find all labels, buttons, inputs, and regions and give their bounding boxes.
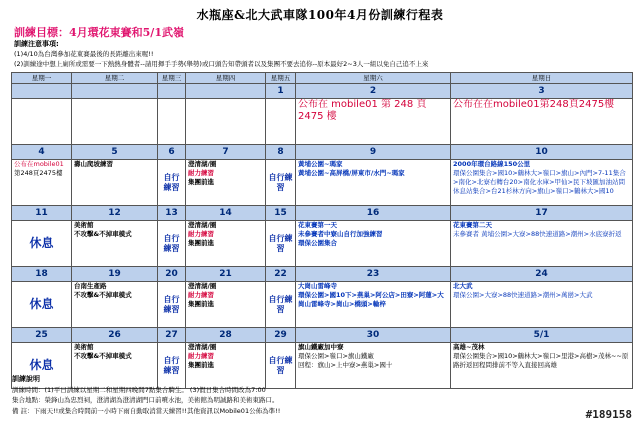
date-row [12, 84, 633, 99]
schedule-cell [451, 99, 633, 145]
schedule-line: 高雄~茂林 [453, 343, 485, 351]
date-number: 1 [266, 84, 296, 99]
schedule-cell [158, 99, 186, 145]
date-number: 18 [12, 267, 72, 282]
weekday-header: 星期四 [186, 73, 266, 84]
date-number: 2 [296, 84, 451, 99]
date-number: 5 [72, 145, 158, 160]
schedule-line: 回程：旗山>上中寮>燕巢>國十 [298, 361, 393, 369]
schedule-cell [296, 221, 451, 267]
self-training: 自行練習 [266, 282, 296, 328]
date-number: 16 [296, 206, 451, 221]
date-number: 13 [158, 206, 186, 221]
schedule-line: 公布在在mobile01第248頁2475樓 [453, 99, 615, 110]
self-training: 自行練習 [266, 343, 296, 389]
weekday-header: 星期二 [72, 73, 158, 84]
schedule-cell [72, 282, 158, 328]
schedule-line: 集團前進 [188, 239, 214, 247]
schedule-cell [296, 160, 451, 206]
schedule-line: 未參賽者中寮山自行加強練習 [298, 230, 383, 238]
date-number: 5/1 [451, 328, 633, 343]
page-title: 水瓶座&北大武車隊100年4月份訓練行程表 [196, 8, 444, 22]
schedule-line: 澄清湖/圈 [188, 221, 217, 229]
schedule-line: 未參賽者 黃埔公園>大寮>88快速道路>潮州>水底寮折返 [453, 230, 622, 238]
schedule-line: 台南生產路 [74, 282, 107, 290]
schedule-row [12, 99, 633, 145]
date-number: 23 [296, 267, 451, 282]
schedule-line: 耐力練習 [188, 291, 214, 299]
date-number [158, 84, 186, 99]
date-number: 4 [12, 145, 72, 160]
schedule-line: 花東賽第二天 [453, 221, 492, 229]
date-number: 21 [186, 267, 266, 282]
weekday-header: 星期五 [266, 73, 296, 84]
date-number: 8 [266, 145, 296, 160]
rest-day: 休息 [12, 221, 72, 267]
schedule-line: 美術館 [74, 343, 94, 351]
weekday-header: 星期六 [296, 73, 451, 84]
self-training: 自行練習 [266, 160, 296, 206]
date-number: 12 [72, 206, 158, 221]
schedule-cell [266, 99, 296, 145]
schedule-cell [186, 99, 266, 145]
date-number: 25 [12, 328, 72, 343]
schedule-line: 大崗山雷峰寺 [298, 282, 337, 290]
date-number: 19 [72, 267, 158, 282]
schedule-line: 澄清湖/圈 [188, 282, 217, 290]
schedule-line: 耐力練習 [188, 352, 214, 360]
schedule-line: 黃埔公園~瑪家 [298, 160, 343, 168]
date-number [186, 84, 266, 99]
schedule-cell [72, 221, 158, 267]
schedule-cell [72, 160, 158, 206]
date-number: 27 [158, 328, 186, 343]
schedule-line: 不攻擊&不掉車模式 [74, 352, 132, 360]
rest-day: 休息 [12, 343, 72, 389]
date-number: 22 [266, 267, 296, 282]
schedule-line: 澄清湖/圈 [188, 160, 217, 168]
date-number: 7 [186, 145, 266, 160]
footer-line: 訓練時間：(1)平日訓練以星期二和星期四晚間7點集合騎生。 (3)假日集合時間改為7:00 [12, 385, 266, 394]
self-training: 自行練習 [158, 343, 186, 389]
schedule-line: 環保公園集合>國10>鶴林大>嶺口>里港>高樹>茂林~~原路折返回程問排前不等入直接回高雄 [453, 352, 629, 369]
weekday-header: 星期日 [451, 73, 633, 84]
schedule-line: 壽山爬坡練習 [74, 160, 113, 168]
schedule-line: 旗山鐵廠加中寮 [298, 343, 344, 351]
schedule-cell [451, 221, 633, 267]
schedule-line: 環保公園集合 [298, 239, 337, 247]
self-training: 自行練習 [158, 221, 186, 267]
schedule-cell [451, 160, 633, 206]
self-training: 自行練習 [266, 221, 296, 267]
schedule-row [12, 221, 633, 267]
date-number: 20 [158, 267, 186, 282]
training-footer [12, 374, 572, 416]
schedule-cell [72, 99, 158, 145]
weekday-header: 星期一 [12, 73, 72, 84]
date-number: 3 [451, 84, 633, 99]
schedule-line: 北大武 [453, 282, 473, 290]
schedule-cell [296, 99, 451, 145]
weekday-header-row [12, 73, 633, 84]
footer-line: 集合地點：榮鋒山為忠烈祠，澄清湖為澄清湖門口前噴水池，美術館為明誠路和美術東路口。 [12, 396, 279, 404]
schedule-cell [12, 99, 72, 145]
rest-day: 休息 [12, 282, 72, 328]
schedule-line: 環保公園>大寮>88快速道路>潮州>萬巒>大武 [453, 291, 593, 299]
schedule-line: 花東賽第一天 [298, 221, 337, 229]
schedule-line: 耐力練習 [188, 169, 214, 177]
date-number: 26 [72, 328, 158, 343]
schedule-table [11, 72, 633, 389]
schedule-line: 美術館 [74, 221, 94, 229]
schedule-line: 耐力練習 [188, 230, 214, 238]
notes-line: (1)4/10為台灣參加花東賽最後的長距離出來喔!! [14, 50, 154, 58]
date-number [12, 84, 72, 99]
schedule-row [12, 160, 633, 206]
date-row [12, 328, 633, 343]
date-number: 30 [296, 328, 451, 343]
schedule-cell [186, 282, 266, 328]
date-number: 14 [186, 206, 266, 221]
schedule-line: 集團前進 [188, 361, 214, 369]
schedule-line: 2000年環台路線150公里 [453, 160, 531, 168]
date-number [72, 84, 158, 99]
schedule-line: 第248頁2475樓 [14, 169, 63, 177]
schedule-line: 不攻擊&不掉車模式 [74, 291, 132, 299]
date-number: 29 [266, 328, 296, 343]
footer-heading: 訓練說明 [12, 375, 40, 383]
notes-heading: 訓練注意事項: [14, 40, 59, 48]
schedule-line: 集團前進 [188, 178, 214, 186]
schedule-cell [296, 282, 451, 328]
schedule-line: 黃埔公園~高屏橋/屏東市/水門~瑪家 [298, 169, 405, 177]
schedule-cell [12, 160, 72, 206]
schedule-cell [451, 282, 633, 328]
schedule-line: 環保公園>國10下>燕巢>阿公店>田寮>阿蓮>大崗山雷峰寺>崗山>橋頭>輪梓 [298, 291, 444, 308]
schedule-line: 環保公園集合>國10>鶴林大>嶺口>旗山>內門>7-11集合>南化>北寮右轉台20>南化水庫>甲仙>民下坡匯加油站問休息站集合>台21杉林方向>旗山>嶺口>鶴林大>國10 [453, 169, 626, 195]
date-number: 15 [266, 206, 296, 221]
schedule-line: 不攻擊&不掉車模式 [74, 230, 132, 238]
notes-line: (2)訓練途中想上廁所或需要一下熱熱身體者--請用揮手手勢(舉勢)或口頭告知帶頭者以及集團不要去追你--原本最好2~3人一組以免自己追不上來 [14, 60, 429, 68]
date-number: 28 [186, 328, 266, 343]
schedule-row [12, 282, 633, 328]
schedule-line: 澄清湖/圈 [188, 343, 217, 351]
date-number: 6 [158, 145, 186, 160]
schedule-cell [186, 221, 266, 267]
date-row [12, 267, 633, 282]
date-row [12, 206, 633, 221]
date-number: 17 [451, 206, 633, 221]
training-notes [14, 39, 634, 69]
schedule-line: 公布在mobile01 [14, 160, 64, 168]
weekday-header: 星期三 [158, 73, 186, 84]
date-number: 11 [12, 206, 72, 221]
date-row [12, 145, 633, 160]
date-number: 24 [451, 267, 633, 282]
date-number: 9 [296, 145, 451, 160]
training-target: 訓練目標：4月環花東賽和5/1武嶺 [14, 26, 184, 39]
self-training: 自行練習 [158, 282, 186, 328]
schedule-cell [186, 160, 266, 206]
footer-line: 備 註：下雨天!!或集合時間前一小時下雨自動取消當天練習!!其他資訊以Mobile01公佈為準!! [12, 406, 281, 415]
self-training: 自行練習 [158, 160, 186, 206]
schedule-line: 公布在 mobile01 第 248 頁 2475 樓 [298, 99, 427, 122]
watermark: #189158 [585, 408, 632, 421]
schedule-line: 集團前進 [188, 300, 214, 308]
date-number: 10 [451, 145, 633, 160]
schedule-line: 環保公園>嶺口>旗山鐵廠 [298, 352, 374, 360]
